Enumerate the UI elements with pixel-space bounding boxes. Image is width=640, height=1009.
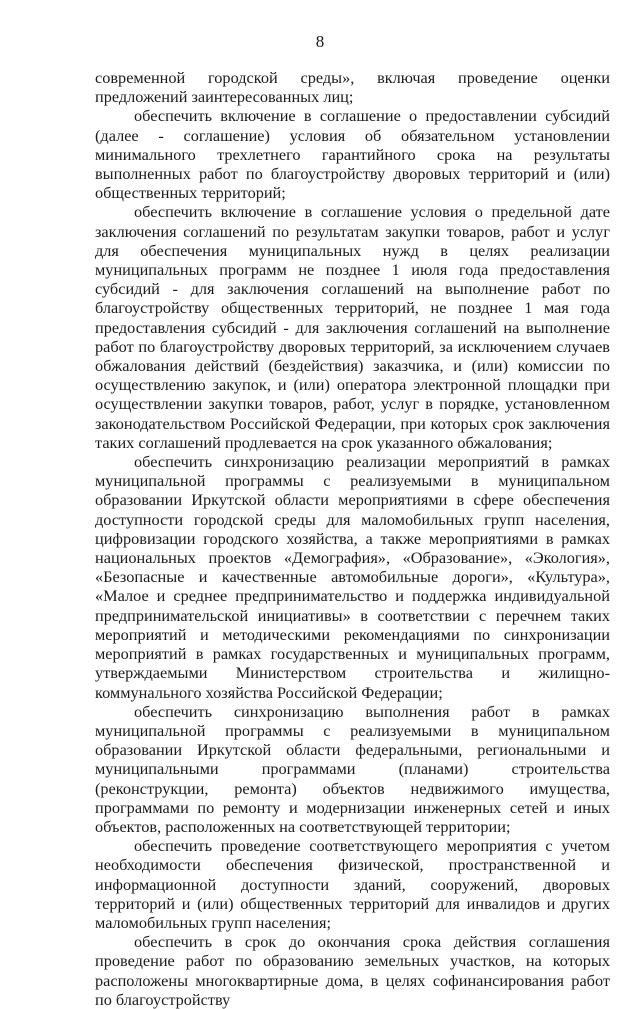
paragraph: обеспечить в срок до окончания срока действия соглашения проведение работ по образованию земельных участков, на которых расположены многоквартирные дома, в целях софинансирования работ по благоустройству: [95, 932, 610, 1009]
paragraph: обеспечить включение в соглашение условия о предельной дате заключения соглашений по результатам закупки товаров, работ и услуг для обеспечения муниципальных нужд в целях реализации муниципальных программ не позднее 1 июля года предоставления субсидий - для заключения соглашений на выполнение работ по благоустройству общественных территорий, не позднее 1 мая года предоставления субсидий - для заключения соглашений на выполнение работ по благоустройству дворовых территорий, за исключением случаев обжалования действий (бездействия) заказчика, и (или) комиссии по осуществлению закупок, и (или) оператора электронной площадки при осуществлении закупки товаров, работ, услуг в порядке, установленном законодательством Российской Федерации, при которых срок заключения таких соглашений продлевается на срок указанного обжалования;: [95, 202, 610, 452]
paragraph: обеспечить синхронизацию выполнения работ в рамках муниципальной программы с реализуемыми в муниципальном образовании Иркутской области федеральными, региональными и муниципальными программами (планами) строительства (реконструкции, ремонта) объектов недвижимого имущества, программами по ремонту и модернизации инженерных сетей и иных объектов, расположенных на соответствующей территории;: [95, 701, 610, 836]
paragraph: обеспечить проведение соответствующего мероприятия с учетом необходимости обеспечения физической, пространственной и информационной доступности зданий, сооружений, дворовых территорий и (или) общественных территорий для инвалидов и других маломобильных групп населения;: [95, 836, 610, 932]
page-number: 8: [315, 32, 325, 51]
paragraph: обеспечить включение в соглашение о предоставлении субсидий (далее - соглашение) условия об обязательном установлении минимального трехлетнего гарантийного срока на результаты выполненных работ по благоустройству дворовых территорий и (или) общественных территорий;: [95, 106, 610, 203]
paragraph: современной городской среды», включая проведение оценки предложений заинтересованных лиц;: [95, 68, 610, 107]
document-body: [95, 68, 610, 1009]
paragraph: обеспечить синхронизацию реализации мероприятий в рамках муниципальной программы с реализуемыми в муниципальном образовании Иркутской области мероприятиями в сфере обеспечения доступности городской среды для маломобильных групп населения, цифровизации городского хозяйства, а также мероприятиями в рамках национальных проектов «Демография», «Образование», «Экология», «Безопасные и качественные автомобильные дороги», «Культура», «Малое и среднее предпринимательство и поддержка индивидуальной предпринимательской инициативы» в соответствии с перечнем таких мероприятий и методическими рекомендациями по синхронизации мероприятий в рамках государственных и муниципальных программ, утверждаемыми Министерством строительства и жилищно-коммунального хозяйства Российской Федерации;: [95, 452, 610, 702]
